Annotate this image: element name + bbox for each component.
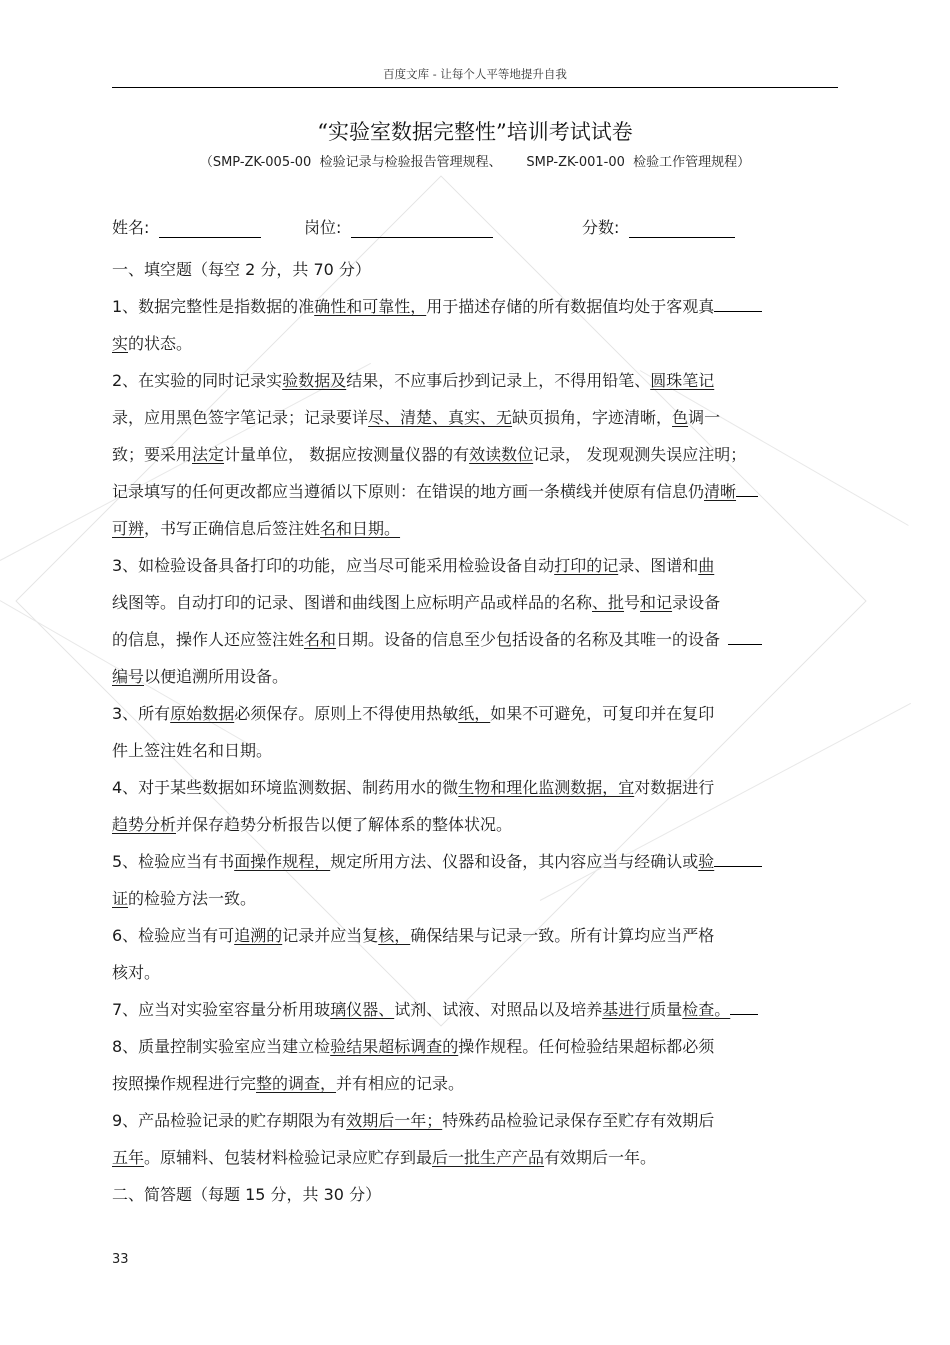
question-text: 1、数据完整性是指数据的准	[112, 297, 315, 316]
answer-text: 璃仪器、	[330, 1000, 395, 1019]
answer-text: 清晰	[704, 482, 737, 501]
question-text: 4、对于某些数据如环境监测数据、制药用水的微	[112, 778, 459, 797]
question-text: 7、应当对实验室容量分析用玻	[112, 1000, 331, 1019]
question-text: 记录填写的任何更改都应当遵循以下原则：在错误的地方画一条横线并使原有信息仍	[112, 482, 705, 501]
page-number: 33	[112, 1252, 129, 1267]
answer-text: 趋势分析	[112, 815, 177, 834]
header-rule	[112, 87, 838, 88]
question-line	[112, 1065, 838, 1102]
question-text: 线图等。自动打印的记录、图谱和曲线图上应标明产品或样品的名称	[112, 593, 593, 612]
answer-text: 、批	[592, 593, 625, 612]
question-text: 操作规程。任何检验结果超标都必须	[458, 1037, 715, 1056]
section-heading: 二、简答题（每题 15 分，共 30 分）	[112, 1185, 382, 1204]
section-heading: 一、填空题（每空 2 分，共 70 分）	[112, 260, 371, 279]
page-header: 百度文库 - 让每个人平等地提升自我	[383, 67, 567, 81]
answer-text: 原始数据	[170, 704, 235, 723]
question-text: 特殊药品检验记录保存至贮存有效期后	[442, 1111, 715, 1130]
answer-text: 面操作规程，	[234, 852, 331, 871]
question-text: 记录， 发现观测失误应注明；	[533, 445, 747, 464]
question-line	[112, 621, 838, 658]
question-text: 有效期后一年。	[544, 1148, 657, 1167]
question-text: 缺页损角，字迹清晰，	[512, 408, 673, 427]
question-line	[112, 399, 838, 436]
question-text: 调一	[688, 408, 721, 427]
post-label: 岗位:	[304, 218, 342, 237]
question-line	[112, 695, 838, 732]
question-line	[112, 991, 838, 1028]
exam-content	[112, 251, 838, 1213]
question-line	[112, 917, 838, 954]
answer-text: 生物和理化监测数据，宜	[458, 778, 635, 797]
question-line	[112, 1028, 838, 1065]
answer-text: 整的调查，	[256, 1074, 337, 1093]
answer-text: 名和日期。	[320, 519, 401, 538]
question-line: 件上签注姓名和日期。	[112, 741, 273, 760]
question-text: 并保存趋势分析报告以便了解体系的整体状况。	[176, 815, 513, 834]
answer-text: 验结果超标调查的	[330, 1037, 459, 1056]
question-line	[112, 843, 838, 880]
question-text: 计量单位， 数据应按测量仪器的有	[224, 445, 470, 464]
answer-text: 验数据及	[282, 371, 347, 390]
answer-text: 效期后一年；	[346, 1111, 443, 1130]
question-line	[112, 658, 838, 695]
question-text: 6、检验应当有可	[112, 926, 235, 945]
exam-subtitle: （SMP-ZK-005-00 检验记录与检验报告管理规程、 SMP-ZK-001-00 检验工作管理规程）	[199, 155, 751, 170]
question-text: 录、图谱和	[618, 556, 699, 575]
question-line	[112, 510, 838, 547]
answer-text: 五年	[112, 1148, 145, 1167]
answer-blank	[714, 291, 762, 312]
answer-text: 法定	[192, 445, 225, 464]
question-text: 号	[624, 593, 641, 612]
question-text: 按照操作规程进行完	[112, 1074, 257, 1093]
question-text: 8、质量控制实验室应当建立检	[112, 1037, 331, 1056]
name-label: 姓名:	[112, 218, 150, 237]
question-text: 并有相应的记录。	[336, 1074, 465, 1093]
answer-text: 圆珠笔记	[650, 371, 715, 390]
answer-text: 效读数位	[469, 445, 534, 464]
question-text: 如果不可避免，可复印并在复印	[490, 704, 715, 723]
question-line	[112, 473, 838, 510]
answer-text: 基进行	[602, 1000, 651, 1019]
question-text: 的检验方法一致。	[128, 889, 257, 908]
question-line	[112, 880, 838, 917]
question-text: 质量	[650, 1000, 683, 1019]
question-text: 日期。设备的信息至少包括设备的名称及其唯一的设备	[336, 630, 721, 649]
post-field[interactable]	[304, 215, 493, 238]
answer-text: 实	[112, 334, 129, 353]
answer-blank	[728, 624, 762, 645]
answer-text: 核，	[378, 926, 411, 945]
answer-text: 可辨	[112, 519, 145, 538]
question-text: 试剂、试液、对照品以及培养	[394, 1000, 603, 1019]
answer-text: 曲	[698, 556, 715, 575]
answer-text: 纸，	[458, 704, 491, 723]
question-text: 必须保存。原则上不得使用热敏	[234, 704, 459, 723]
question-text: 规定所用方法、仪器和设备，其内容应当与经确认或	[330, 852, 699, 871]
examinee-info-row	[112, 215, 838, 241]
question-line	[112, 325, 838, 362]
answer-text: 名和	[304, 630, 337, 649]
question-text: 3、所有	[112, 704, 171, 723]
question-line	[112, 362, 838, 399]
question-text: 5、检验应当有书	[112, 852, 235, 871]
name-blank[interactable]	[159, 219, 261, 238]
question-text: 的状态。	[128, 334, 193, 353]
post-blank[interactable]	[351, 219, 493, 238]
answer-text: 追溯的	[234, 926, 283, 945]
answer-blank	[714, 846, 762, 867]
score-label: 分数:	[582, 218, 620, 237]
question-line	[112, 1102, 838, 1139]
question-line	[112, 436, 838, 473]
answer-text: 确性和可靠性，	[314, 297, 427, 316]
question-text: 致；要采用	[112, 445, 193, 464]
question-line	[112, 547, 838, 584]
question-text: 的信息，操作人还应签注姓	[112, 630, 305, 649]
question-text: 录设备	[672, 593, 721, 612]
question-line	[112, 1139, 838, 1176]
question-line: 核对。	[112, 963, 161, 982]
question-line	[112, 288, 838, 325]
score-field[interactable]	[582, 215, 735, 238]
answer-text: 编号	[112, 667, 145, 686]
answer-text: 后一批生产产品	[432, 1148, 545, 1167]
name-field[interactable]	[112, 215, 261, 238]
question-text: 对数据进行	[634, 778, 715, 797]
question-line	[112, 769, 838, 806]
question-text: 记录并应当复	[282, 926, 379, 945]
answer-blank	[730, 994, 758, 1015]
question-text: 以便追溯所用设备。	[144, 667, 289, 686]
question-text: 。原辅料、包装材料检验记录应贮存到最	[144, 1148, 433, 1167]
question-text: 9、产品检验记录的贮存期限为有	[112, 1111, 347, 1130]
question-text: 结果，不应事后抄到记录上，不得用铅笔、	[346, 371, 651, 390]
question-text: 录，应用黑色签字笔记录；记录要详	[112, 408, 369, 427]
answer-text: 色	[672, 408, 689, 427]
question-line	[112, 806, 838, 843]
answer-text: 验	[698, 852, 715, 871]
question-text: 确保结果与记录一致。所有计算均应当严格	[410, 926, 715, 945]
question-text: 3、如检验设备具备打印的功能，应当尽可能采用检验设备自动	[112, 556, 555, 575]
question-text: ，书写正确信息后签注姓	[144, 519, 321, 538]
answer-text: 和记	[640, 593, 673, 612]
answer-text: 证	[112, 889, 129, 908]
question-line	[112, 584, 838, 621]
exam-title: “实验室数据完整性”培训考试试卷	[317, 120, 633, 144]
answer-text: 尽、清楚、真实、无	[368, 408, 513, 427]
answer-text: 检查。	[682, 1000, 731, 1019]
answer-blank	[736, 476, 758, 497]
answer-text: 打印的记	[554, 556, 619, 575]
score-blank[interactable]	[629, 219, 735, 238]
question-text: 2、在实验的同时记录实	[112, 371, 283, 390]
question-text: 用于描述存储的所有数据值均处于客观真	[426, 297, 715, 316]
